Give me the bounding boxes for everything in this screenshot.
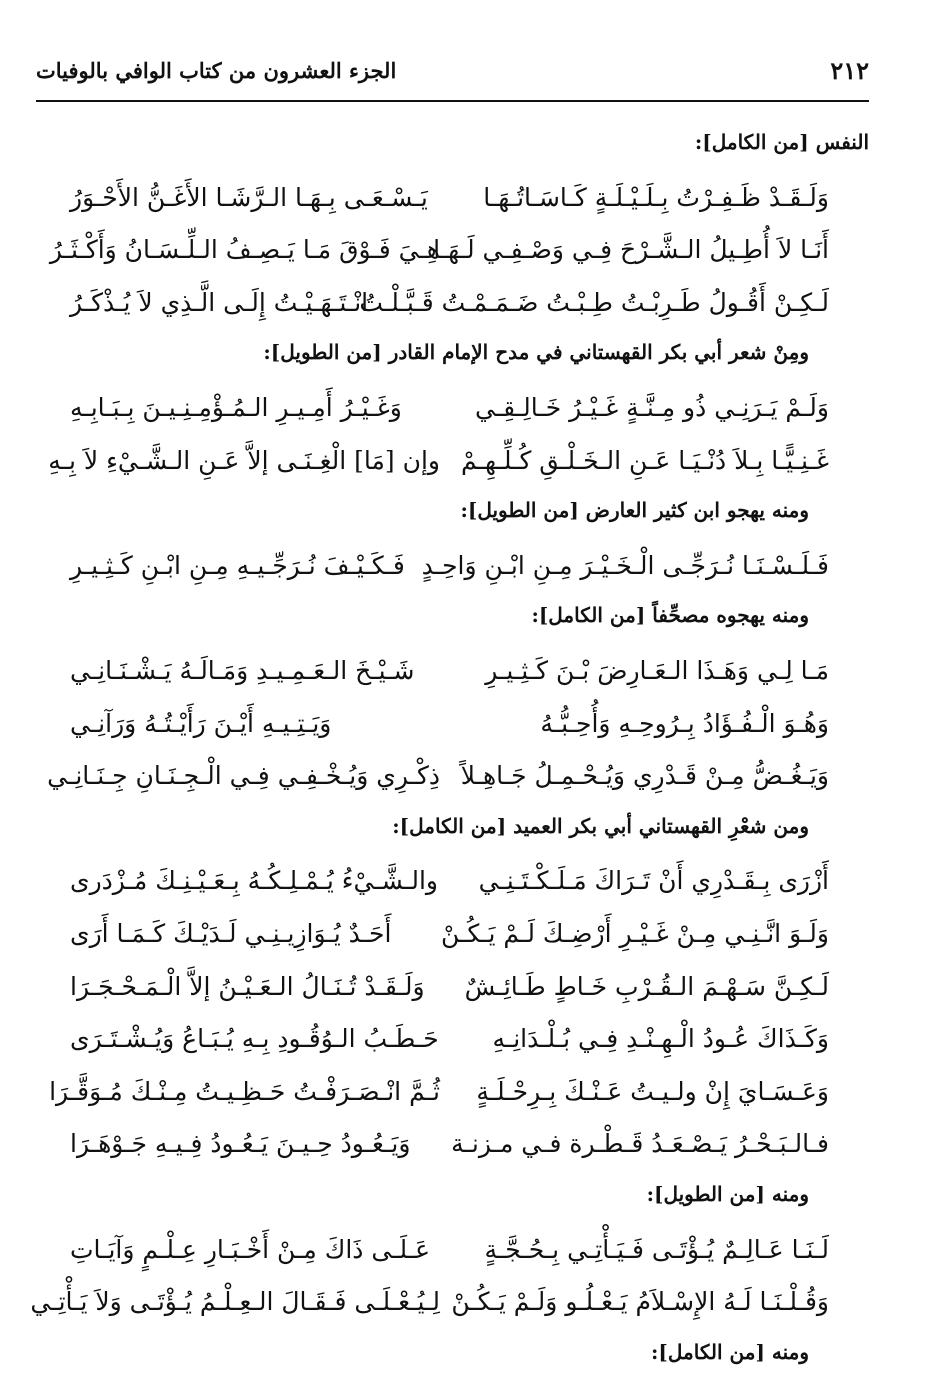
verse-line xyxy=(70,393,829,437)
first-hemistich: وَيَـغُـضُّ مِـنْ قَـدْرِي وَيُـحْـمِـلُ جَـاهِـلاً xyxy=(460,761,829,790)
second-hemistich: فَـكَـيْـفَ نُـرَجِّـيـهِ مِـنِ ابْـنِ كَـثِـيـرِ xyxy=(70,551,405,580)
second-hemistich: وَيَـعُـودُ حِـيـنَ يَـعُـودُ فِـيـهِ جَـوْهَـرَا xyxy=(70,1129,411,1158)
verse-line xyxy=(70,551,829,595)
verse-line xyxy=(70,866,829,910)
first-hemistich: أَنَـا لاَ أُطِـيلُ الـشَّـرْحَ فِـي وَصْـفِـي لَـهَـا xyxy=(433,235,829,264)
second-hemistich: شَـيْـخَ الـعَـمِـيـدِ وَمَـالَـهُ يَـشْـنَـانِـي xyxy=(70,656,415,685)
second-hemistich: هِـيَ فَـوْقَ مَـا يَـصِـفُ الـلِّـسَـانُ وَأَكْـثَـرُ xyxy=(49,235,440,264)
first-hemistich: فَـلَـسْـنَـا نُـرَجِّـى الْـخَـيْـرَ مِـنِ ابْـنِ وَاحِـدٍ xyxy=(421,551,829,580)
first-hemistich: فـالـبَـحْـرُ يَـصْـعَـدُ قَـطْـرة فـي مـزنـة xyxy=(451,1129,829,1158)
first-hemistich: وَعَـسَـايَ إِنْ ولـيـتُ عَـنْـكَ بِـرِحْـلَـةٍ xyxy=(476,1077,829,1106)
first-hemistich: أَزْرَى بِـقَـدْرِي أَنْ تَـرَاكَ مَـلَـكْـتَـنِـي xyxy=(478,866,829,895)
section-intro: ومنه يهجوه مصحِّفاً [من الكامل]: xyxy=(531,603,809,627)
section-intro: ومِنْ شعر أبي بكر القهستاني في مدح الإمام القادر [من الطويل]: xyxy=(263,340,809,364)
first-hemistich: لَـكِـنَّ سَـهْـمَ الـقُـرْبِ خَـاطٍ طَـائِـشٌ xyxy=(464,972,829,1001)
page-number: ٢١٢ xyxy=(830,56,869,85)
second-hemistich: ذِكْـرِي وَيُـخْـفِـي فِـي الْـجِـنَـانِ جِـنَـانِـي xyxy=(47,761,440,790)
verse-line xyxy=(70,1129,829,1173)
second-hemistich: ثُـمَّ انْـصَـرَفْـتُ حَـظِـيـتُ مِـنْـكَ مُـوَقَّـرَا xyxy=(49,1077,440,1106)
verse-line xyxy=(70,919,829,963)
second-hemistich: لِـيُـعْـلَـى فَـقَـالَ الـعِـلْـمُ يُـؤْتَـى وَلاَ يَـأْتِـي xyxy=(30,1287,440,1316)
first-hemistich: وَقُـلْـنَـا لَـهُ الإِسْـلاَمُ يَـعْـلُـو وَلَـمْ يَـكُـنْ xyxy=(451,1287,829,1316)
first-hemistich: وَكَـذَاكَ عُـودُ الْـهِـنْـدِ فِـي بُـلْـدَانِـهِ xyxy=(492,1024,829,1053)
verse-line xyxy=(48,446,829,490)
section-intro: النفس [من الكامل]: xyxy=(694,130,869,154)
second-hemistich: وإن [مَا] الْغِـنَـى إلاَّ عَـنِ الـشَّـيْءِ لاَ بِـهِ xyxy=(48,446,440,475)
verse-line xyxy=(49,1077,829,1121)
second-hemistich: انْـتَـهَـيْـتُ إِلَـى الَّـذِي لاَ يُـذْكَـرُ xyxy=(70,288,369,317)
first-hemistich: وَلَـقَـدْ ظَـفِـرْتُ بِـلَـيْـلَـةٍ كَـاسَـاتُـهَـا xyxy=(483,183,829,212)
first-hemistich: وَهُـوَ الْـفُـؤَادُ بِـرُوحِـهِ وَأُحِـبُّـهُ xyxy=(540,709,829,738)
first-hemistich: لَـكِـنْ أَقُـولُ طَـرِبْـتُ طِـبْـتُ ضَـمَـمْـتُ قَـبَّـلْـتُ xyxy=(359,288,829,317)
section-intro: ومن شعْرِ القهستاني أبي بكر العميد [من الكامل]: xyxy=(392,814,809,838)
verse-line xyxy=(70,183,829,227)
running-title: الجزء العشرون من كتاب الوافي بالوفيات xyxy=(36,58,397,83)
second-hemistich: وَغَـيْـرُ أَمِـيـرِ الـمُـؤْمِـنِـيـنَ بِـبَـابِـهِ xyxy=(70,393,402,422)
second-hemistich: أَحَـدٌ يُـوَازِيـنِـي لَـدَيْـكَ كَـمَـا أَرَى xyxy=(70,919,392,948)
second-hemistich: وَيَـتِـيـهِ أَيْـنَ رَأَيْـتُـهُ وَرَآنِـي xyxy=(70,709,332,738)
verse-line xyxy=(70,1235,829,1279)
verse-line xyxy=(30,1287,829,1331)
second-hemistich: وَلَـقَـدْ تُـنَـالُ الـعَـيْـنُ إلاَّ الْـمَـحْـجَـرَا xyxy=(70,972,425,1001)
verse-line xyxy=(70,288,829,332)
second-hemistich: يَـسْـعَـى بِـهَـا الـرَّشَـا الأَغَـنُّ الأَحْـوَرُ xyxy=(70,183,428,212)
section-intro: ومنه يهجو ابن كثير العارض [من الطويل]: xyxy=(460,498,809,522)
first-hemistich: وَلَـوَ انَّـنِـي مِـنْ غَـيْـرِ أَرْضِـكَ لَـمْ يَـكُـنْ xyxy=(440,919,829,948)
second-hemistich: عَـلَـى ذَاكَ مِـنْ أَخْـبَـارِ عِـلْـمٍ وَآيَـاتِ xyxy=(70,1235,431,1264)
first-hemistich: مَـا لِـي وَهَـذَا الـعَـارِضَ بْـنَ كَـثِـيـرِ xyxy=(485,656,829,685)
verse-line xyxy=(70,972,829,1016)
verse-line xyxy=(70,656,829,700)
first-hemistich: وَلَـمْ يَـرَنِـي ذُو مِـنَّـةٍ غَـيْـرُ خَـالِـقِـي xyxy=(475,393,829,422)
verse-line xyxy=(70,1024,829,1068)
verse-line xyxy=(49,235,829,279)
section-intro: ومنه [من الطويل]: xyxy=(646,1182,809,1206)
verse-line xyxy=(70,709,829,753)
first-hemistich: غَـنِـيًّـا بِـلاَ دُنْـيَـا عَـنِ الـخَـلْـقِ كُـلِّـهِـمْ xyxy=(461,446,829,475)
first-hemistich: لَـنَـا عَـالِـمٌ يُـؤْتَـى فَـيَـأْتِـي بِـحُـجَّـةٍ xyxy=(484,1235,829,1264)
section-intro: ومنه [من الكامل]: xyxy=(651,1340,809,1364)
verse-line xyxy=(47,761,829,805)
second-hemistich: حَـطَـبُ الـوُقُـودِ بِـهِ يُـبَـاعُ وَيُـشْـتَـرَى xyxy=(70,1024,439,1053)
second-hemistich: والـشَّـيْءُ يُـمْـلِـكُـهُ بِـعَـيْـنِـكَ مُـزْدَرى xyxy=(70,866,438,895)
